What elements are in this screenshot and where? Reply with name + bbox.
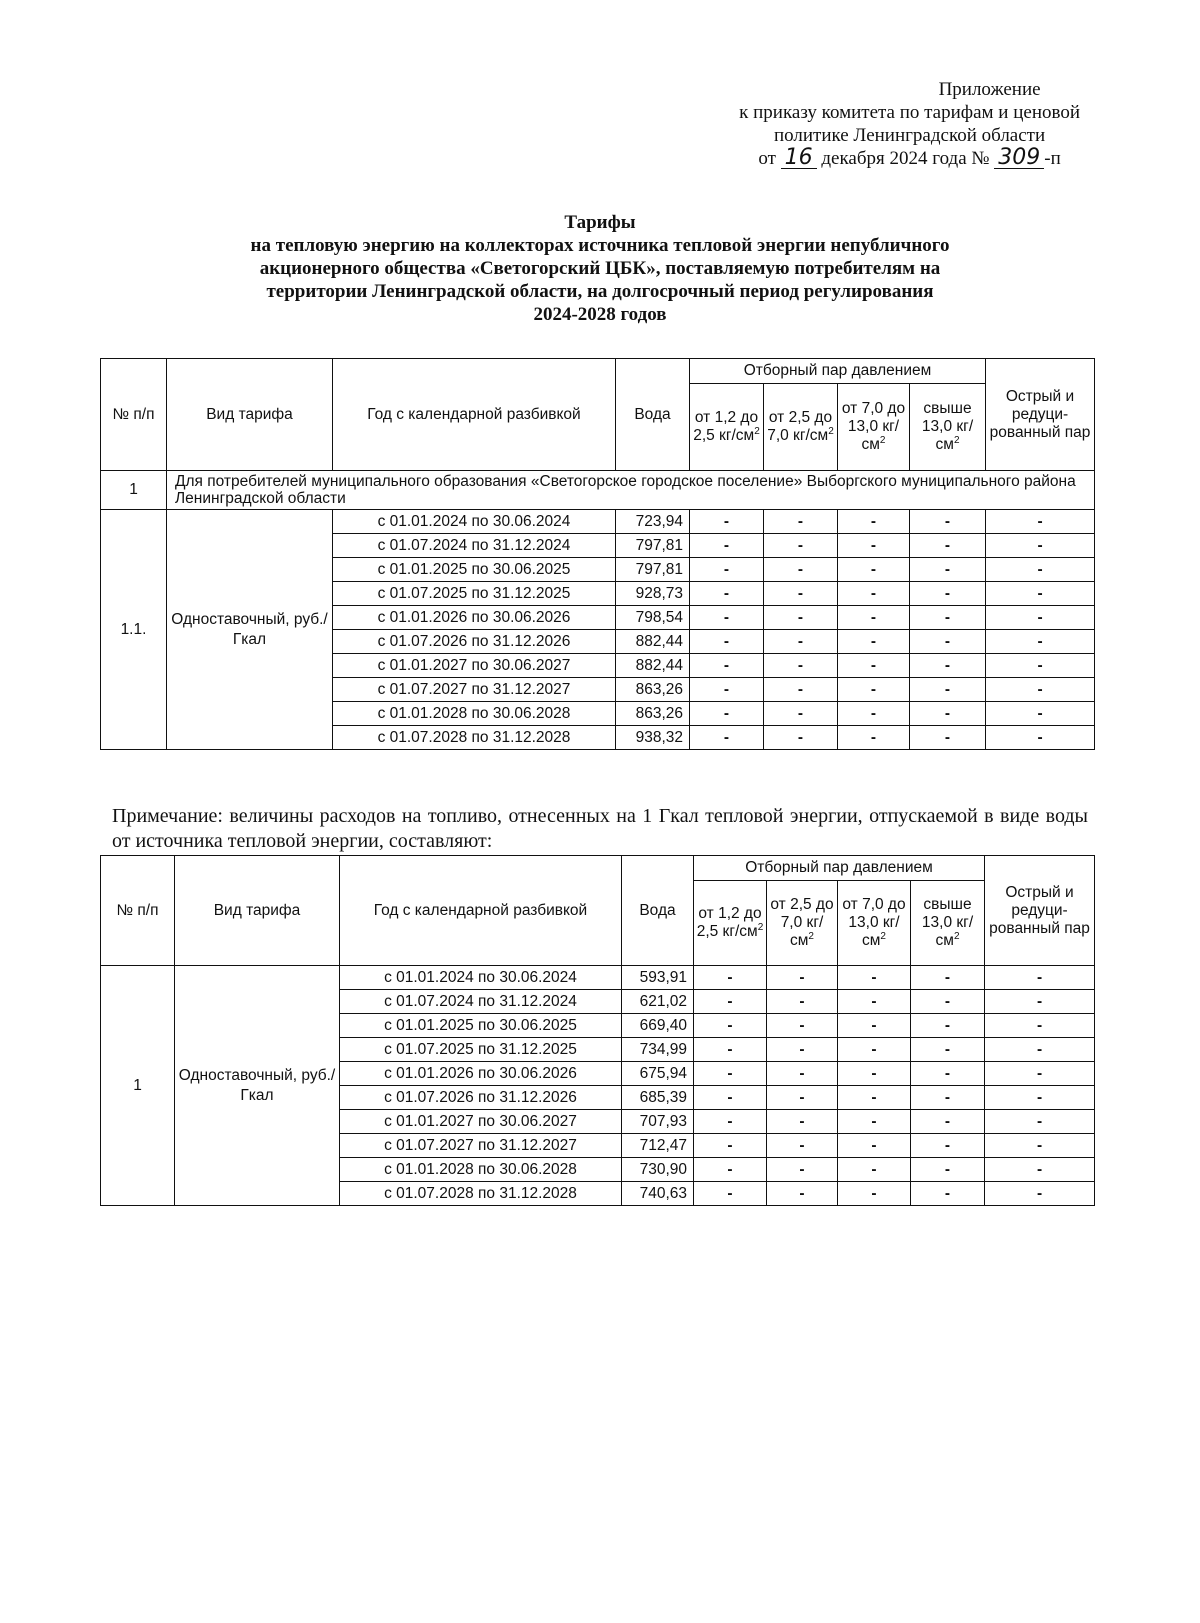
handwritten-day: 16 — [781, 148, 817, 169]
empty-value-dash: - — [767, 966, 838, 990]
empty-value-dash: - — [838, 558, 910, 582]
empty-value-dash: - — [767, 1134, 838, 1158]
period-cell: с 01.01.2024 по 30.06.2024 — [333, 510, 616, 534]
header-sharp-steam: Острый и редуци-рованный пар — [986, 359, 1095, 471]
period-cell: с 01.01.2025 по 30.06.2025 — [333, 558, 616, 582]
empty-value-dash: - — [986, 606, 1095, 630]
empty-value-dash: - — [910, 582, 986, 606]
empty-value-dash: - — [986, 702, 1095, 726]
empty-value-dash: - — [838, 534, 910, 558]
water-value-cell: 797,81 — [616, 534, 690, 558]
appendix-date-line — [739, 147, 1080, 170]
period-cell: с 01.01.2027 по 30.06.2027 — [333, 654, 616, 678]
empty-value-dash: - — [838, 1182, 911, 1206]
tariff-type-cell: Одноставочный, руб./Гкал — [175, 966, 340, 1206]
row-number: 1 — [101, 966, 175, 1206]
title-line-2: акционерного общества «Светогорский ЦБК», поставляемую потребителям на — [259, 258, 941, 279]
empty-value-dash: - — [767, 990, 838, 1014]
period-cell: с 01.01.2026 по 30.06.2026 — [333, 606, 616, 630]
empty-value-dash: - — [910, 558, 986, 582]
empty-value-dash: - — [985, 1134, 1095, 1158]
empty-value-dash: - — [986, 630, 1095, 654]
empty-value-dash: - — [911, 1158, 985, 1182]
water-value-cell: 863,26 — [616, 702, 690, 726]
empty-value-dash: - — [764, 678, 838, 702]
empty-value-dash: - — [764, 582, 838, 606]
empty-value-dash: - — [767, 1038, 838, 1062]
note-paragraph: Примечание: величины расходов на топливо, отнесенных на 1 Гкал тепловой энергии, отпускаемой в виде воды от источника тепловой энергии, составляют: — [112, 805, 1088, 852]
empty-value-dash: - — [986, 678, 1095, 702]
empty-value-dash: - — [985, 1062, 1095, 1086]
header-tariff-type: Вид тарифа — [167, 359, 333, 471]
water-value-cell: 863,26 — [616, 678, 690, 702]
water-value-cell: 675,94 — [622, 1062, 694, 1086]
empty-value-dash: - — [690, 678, 764, 702]
empty-value-dash: - — [767, 1086, 838, 1110]
header-pressure-4: свыше 13,0 $кг/см^2$ — [911, 881, 985, 966]
header-steam-group: Отборный пар давлением — [690, 359, 986, 384]
appendix-header — [739, 78, 1080, 170]
empty-value-dash: - — [838, 1110, 911, 1134]
title-line-3: территории Ленинградской области, на долгосрочный период регулирования — [266, 281, 934, 302]
empty-value-dash: - — [838, 1086, 911, 1110]
empty-value-dash: - — [838, 1158, 911, 1182]
empty-value-dash: - — [690, 582, 764, 606]
header-water: Вода — [622, 856, 694, 966]
title-line-4: 2024-2028 годов — [533, 304, 667, 325]
water-value-cell: 928,73 — [616, 582, 690, 606]
empty-value-dash: - — [694, 1110, 767, 1134]
empty-value-dash: - — [838, 966, 911, 990]
header-period: Год с календарной разбивкой — [333, 359, 616, 471]
empty-value-dash: - — [911, 990, 985, 1014]
title-line-1: на тепловую энергию на коллекторах источника тепловой энергии непубличного — [250, 235, 950, 256]
period-cell: с 01.07.2024 по 31.12.2024 — [333, 534, 616, 558]
period-cell: с 01.01.2026 по 30.06.2026 — [340, 1062, 622, 1086]
empty-value-dash: - — [985, 966, 1095, 990]
empty-value-dash: - — [911, 1014, 985, 1038]
water-value-cell: 723,94 — [616, 510, 690, 534]
document-title — [100, 211, 1100, 326]
empty-value-dash: - — [767, 1110, 838, 1134]
empty-value-dash: - — [838, 726, 910, 750]
empty-value-dash: - — [838, 1062, 911, 1086]
empty-value-dash: - — [838, 630, 910, 654]
tariff-table — [100, 358, 1095, 750]
water-value-cell: 882,44 — [616, 630, 690, 654]
empty-value-dash: - — [694, 1182, 767, 1206]
empty-value-dash: - — [764, 558, 838, 582]
empty-value-dash: - — [690, 606, 764, 630]
empty-value-dash: - — [838, 1014, 911, 1038]
empty-value-dash: - — [694, 966, 767, 990]
empty-value-dash: - — [694, 1014, 767, 1038]
period-cell: с 01.07.2027 по 31.12.2027 — [333, 678, 616, 702]
empty-value-dash: - — [764, 654, 838, 678]
empty-value-dash: - — [694, 1038, 767, 1062]
water-value-cell: 730,90 — [622, 1158, 694, 1182]
header-pressure-2: от 2,5 до 7,0 $кг/см^2$ — [767, 881, 838, 966]
date-middle: декабря 2024 года № — [821, 148, 990, 169]
empty-value-dash: - — [838, 606, 910, 630]
period-cell: с 01.07.2026 по 31.12.2026 — [333, 630, 616, 654]
group-description: Для потребителей муниципального образования «Светогорское городское поселение» Выборгского муниципального района Ленинградской области — [167, 471, 1095, 510]
empty-value-dash: - — [838, 582, 910, 606]
fuel-cost-table — [100, 855, 1095, 1206]
empty-value-dash: - — [985, 1014, 1095, 1038]
empty-value-dash: - — [985, 990, 1095, 1014]
empty-value-dash: - — [690, 510, 764, 534]
appendix-title: Приложение — [938, 79, 1041, 100]
header-pressure-1: от 1,2 до 2,5 $кг/см^2$ — [690, 384, 764, 471]
empty-value-dash: - — [764, 510, 838, 534]
empty-value-dash: - — [690, 630, 764, 654]
empty-value-dash: - — [838, 990, 911, 1014]
water-value-cell: 712,47 — [622, 1134, 694, 1158]
empty-value-dash: - — [690, 558, 764, 582]
period-cell: с 01.07.2027 по 31.12.2027 — [340, 1134, 622, 1158]
period-cell: с 01.07.2026 по 31.12.2026 — [340, 1086, 622, 1110]
header-pressure-4: свыше 13,0 $кг/см^2$ — [910, 384, 986, 471]
header-pressure-2: от 2,5 до 7,0 $кг/см^2$ — [764, 384, 838, 471]
header-steam-group: Отборный пар давлением — [694, 856, 985, 881]
header-sharp-steam: Острый и редуци-рованный пар — [985, 856, 1095, 966]
empty-value-dash: - — [694, 1062, 767, 1086]
header-water: Вода — [616, 359, 690, 471]
empty-value-dash: - — [838, 1134, 911, 1158]
period-cell: с 01.07.2028 по 31.12.2028 — [340, 1182, 622, 1206]
empty-value-dash: - — [767, 1014, 838, 1038]
empty-value-dash: - — [694, 1086, 767, 1110]
empty-value-dash: - — [694, 990, 767, 1014]
appendix-committee: политике Ленинградской области — [773, 125, 1046, 146]
group-num: 1 — [101, 471, 167, 510]
empty-value-dash: - — [694, 1158, 767, 1182]
header-pressure-1: от 1,2 до 2,5 $кг/см^2$ — [694, 881, 767, 966]
row-number: 1.1. — [101, 510, 167, 750]
header-num: № п/п — [101, 359, 167, 471]
empty-value-dash: - — [986, 654, 1095, 678]
empty-value-dash: - — [690, 702, 764, 726]
water-value-cell: 882,44 — [616, 654, 690, 678]
title-heading: Тарифы — [564, 212, 636, 233]
empty-value-dash: - — [690, 726, 764, 750]
empty-value-dash: - — [910, 606, 986, 630]
table-row — [101, 510, 1095, 534]
period-cell: с 01.01.2028 по 30.06.2028 — [340, 1158, 622, 1182]
appendix-order-ref: к приказу комитета по тарифам и ценовой — [739, 102, 1080, 123]
empty-value-dash: - — [910, 630, 986, 654]
water-value-cell: 685,39 — [622, 1086, 694, 1110]
period-cell: с 01.01.2027 по 30.06.2027 — [340, 1110, 622, 1134]
empty-value-dash: - — [986, 510, 1095, 534]
empty-value-dash: - — [911, 1038, 985, 1062]
empty-value-dash: - — [838, 510, 910, 534]
empty-value-dash: - — [985, 1182, 1095, 1206]
handwritten-order-number: 309 — [994, 148, 1044, 169]
empty-value-dash: - — [838, 702, 910, 726]
water-value-cell: 798,54 — [616, 606, 690, 630]
empty-value-dash: - — [764, 606, 838, 630]
header-tariff-type: Вид тарифа — [175, 856, 340, 966]
period-cell: с 01.07.2028 по 31.12.2028 — [333, 726, 616, 750]
period-cell: с 01.01.2025 по 30.06.2025 — [340, 1014, 622, 1038]
header-pressure-3: от 7,0 до 13,0 $кг/см^2$ — [838, 384, 910, 471]
empty-value-dash: - — [985, 1110, 1095, 1134]
water-value-cell: 707,93 — [622, 1110, 694, 1134]
empty-value-dash: - — [764, 702, 838, 726]
empty-value-dash: - — [838, 678, 910, 702]
empty-value-dash: - — [911, 966, 985, 990]
water-value-cell: 797,81 — [616, 558, 690, 582]
period-cell: с 01.07.2025 по 31.12.2025 — [333, 582, 616, 606]
empty-value-dash: - — [986, 582, 1095, 606]
empty-value-dash: - — [690, 654, 764, 678]
empty-value-dash: - — [764, 630, 838, 654]
empty-value-dash: - — [985, 1086, 1095, 1110]
empty-value-dash: - — [911, 1134, 985, 1158]
empty-value-dash: - — [911, 1110, 985, 1134]
empty-value-dash: - — [764, 726, 838, 750]
empty-value-dash: - — [986, 726, 1095, 750]
empty-value-dash: - — [986, 534, 1095, 558]
period-cell: с 01.01.2028 по 30.06.2028 — [333, 702, 616, 726]
empty-value-dash: - — [764, 534, 838, 558]
water-value-cell: 740,63 — [622, 1182, 694, 1206]
empty-value-dash: - — [838, 1038, 911, 1062]
empty-value-dash: - — [767, 1062, 838, 1086]
empty-value-dash: - — [910, 678, 986, 702]
header-period: Год с календарной разбивкой — [340, 856, 622, 966]
empty-value-dash: - — [911, 1086, 985, 1110]
empty-value-dash: - — [910, 510, 986, 534]
empty-value-dash: - — [985, 1038, 1095, 1062]
water-value-cell: 734,99 — [622, 1038, 694, 1062]
empty-value-dash: - — [910, 702, 986, 726]
period-cell: с 01.01.2024 по 30.06.2024 — [340, 966, 622, 990]
empty-value-dash: - — [694, 1134, 767, 1158]
empty-value-dash: - — [910, 654, 986, 678]
empty-value-dash: - — [911, 1182, 985, 1206]
empty-value-dash: - — [767, 1182, 838, 1206]
empty-value-dash: - — [767, 1158, 838, 1182]
period-cell: с 01.07.2025 по 31.12.2025 — [340, 1038, 622, 1062]
empty-value-dash: - — [986, 558, 1095, 582]
empty-value-dash: - — [985, 1158, 1095, 1182]
header-pressure-3: от 7,0 до 13,0 $кг/см^2$ — [838, 881, 911, 966]
order-suffix: -п — [1044, 148, 1061, 169]
empty-value-dash: - — [910, 726, 986, 750]
water-value-cell: 621,02 — [622, 990, 694, 1014]
water-value-cell: 593,91 — [622, 966, 694, 990]
empty-value-dash: - — [690, 534, 764, 558]
empty-value-dash: - — [838, 654, 910, 678]
empty-value-dash: - — [911, 1062, 985, 1086]
water-value-cell: 938,32 — [616, 726, 690, 750]
tariff-type-cell: Одноставочный, руб./Гкал — [167, 510, 333, 750]
period-cell: с 01.07.2024 по 31.12.2024 — [340, 990, 622, 1014]
water-value-cell: 669,40 — [622, 1014, 694, 1038]
header-num: № п/п — [101, 856, 175, 966]
empty-value-dash: - — [910, 534, 986, 558]
date-prefix: от — [758, 148, 776, 169]
table-row — [101, 966, 1095, 990]
